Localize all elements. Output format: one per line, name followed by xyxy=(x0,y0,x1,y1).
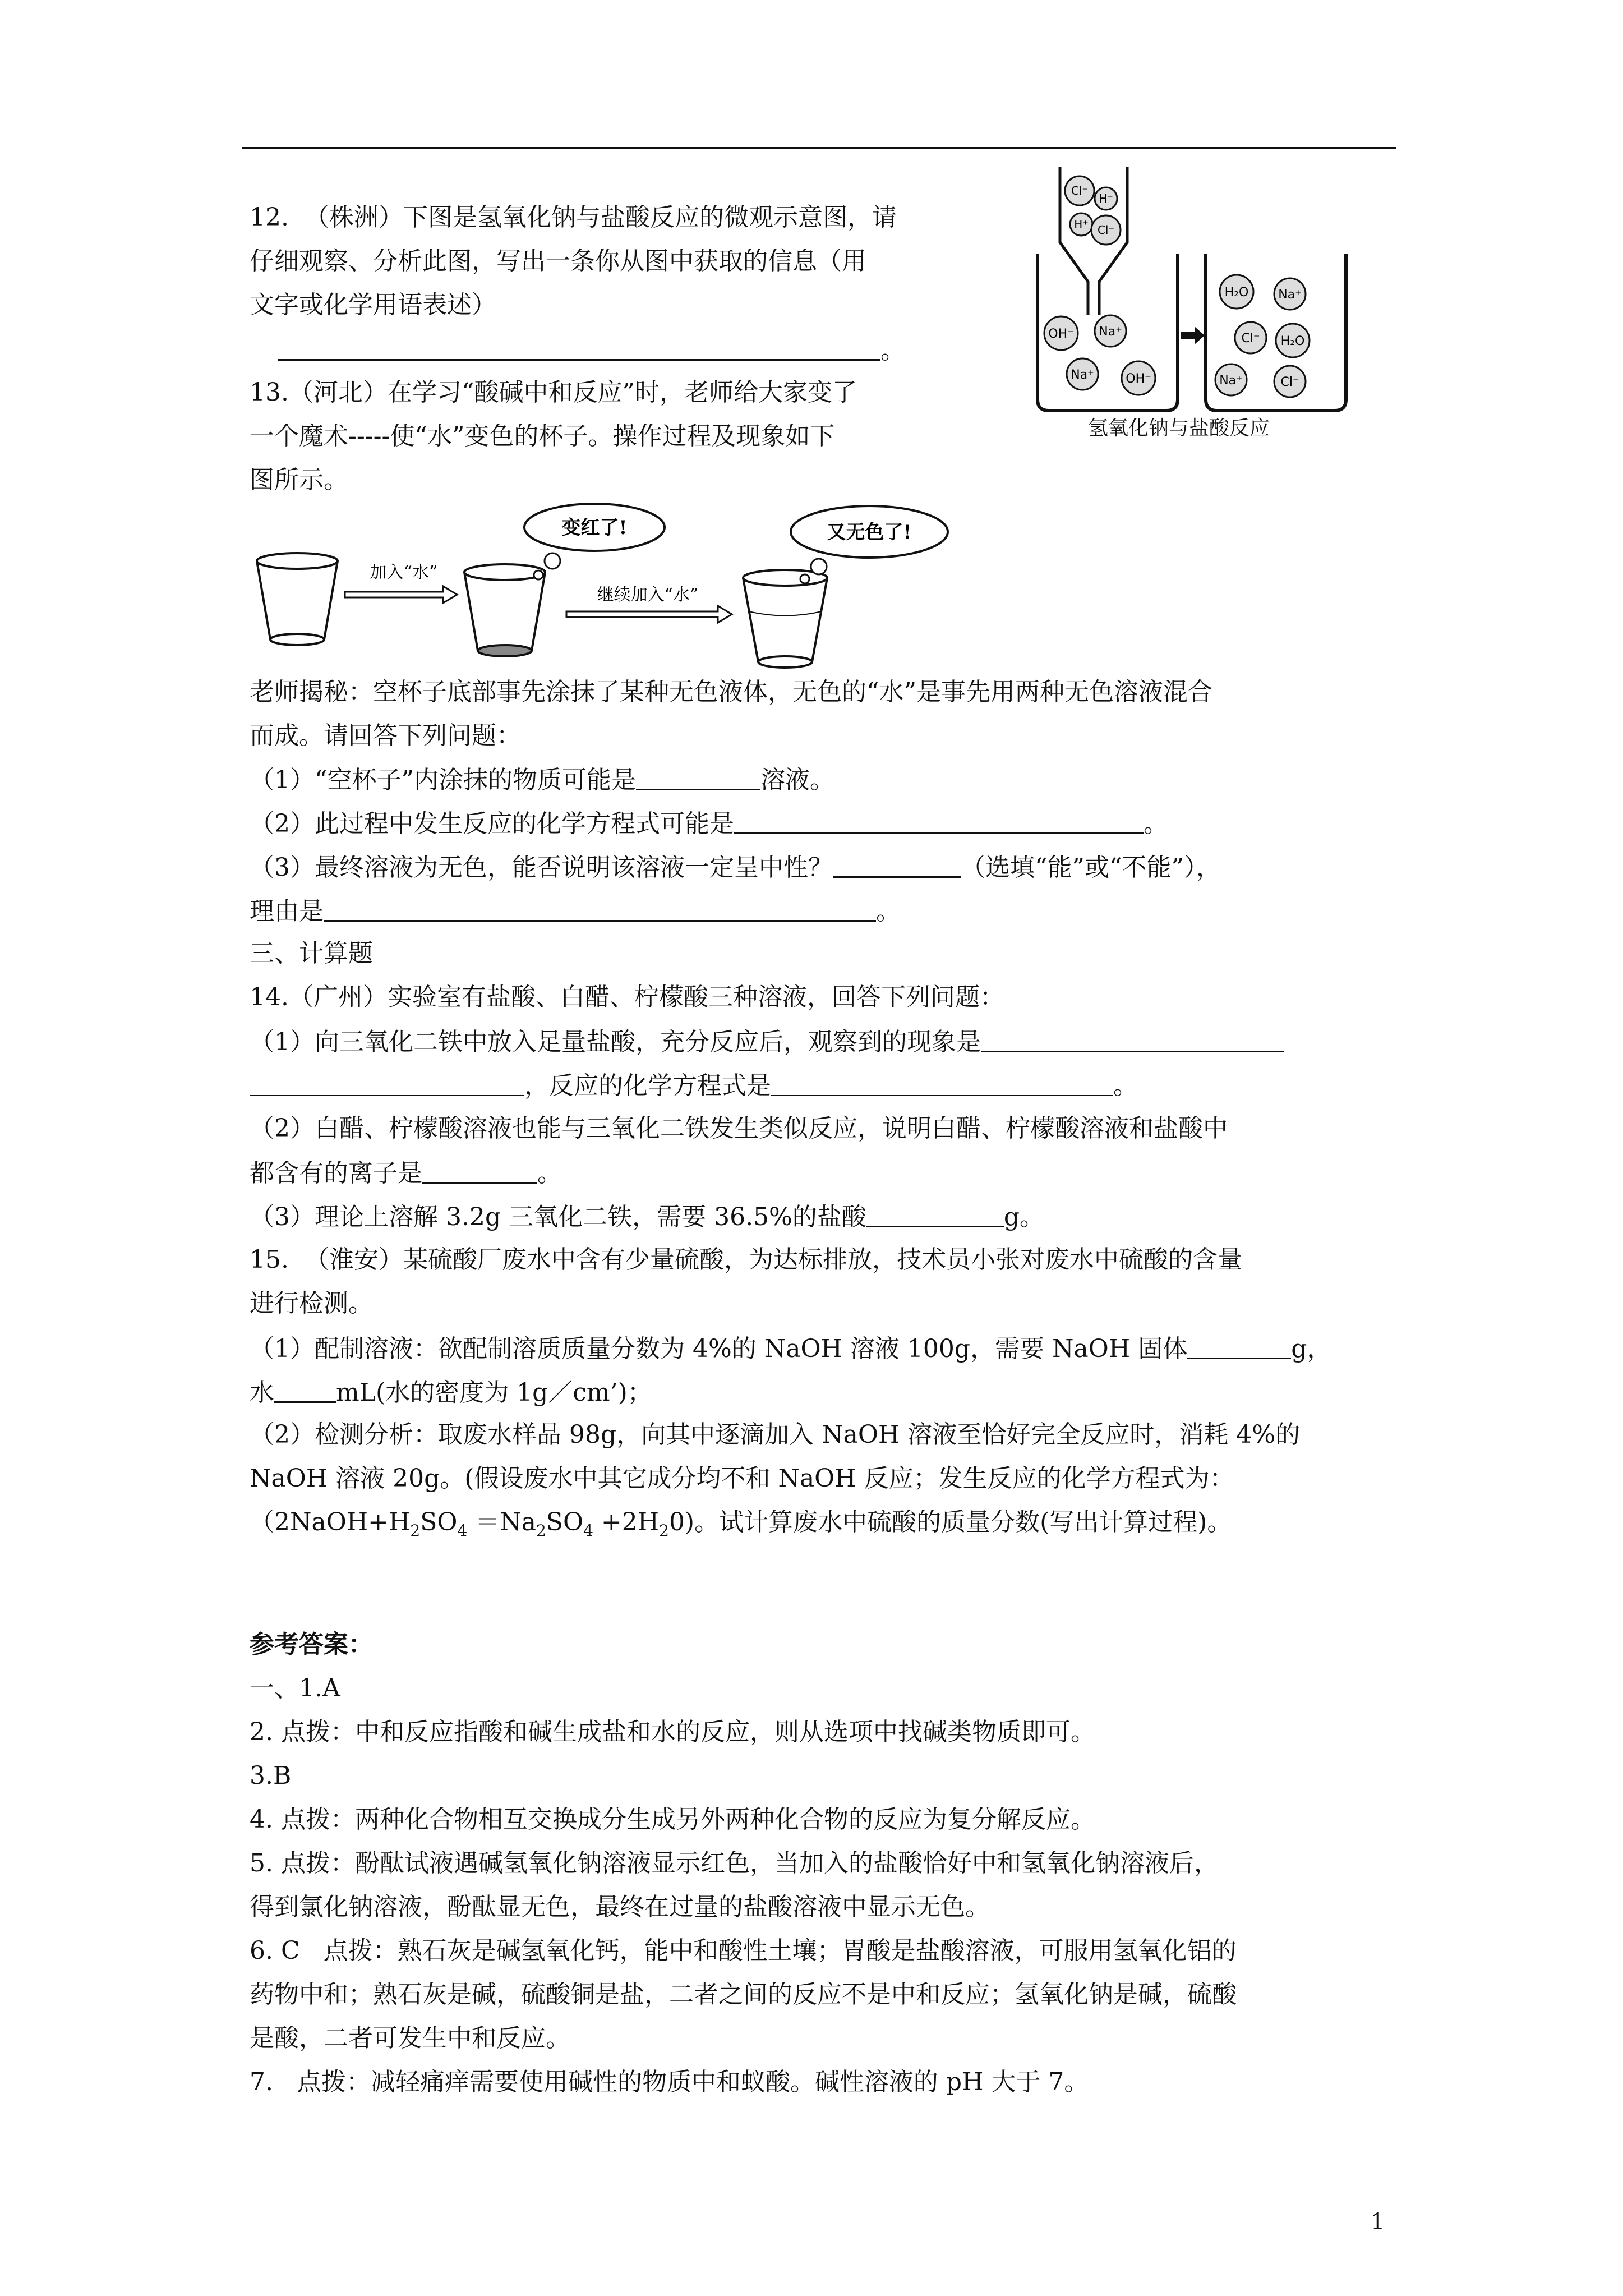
right-ion-2: Na⁺ xyxy=(1278,288,1302,302)
funnel-ion-1: Cl⁻ xyxy=(1071,184,1089,197)
answer-5-line-2: 得到氯化钠溶液，酚酞显无色，最终在过量的盐酸溶液中显示无色。 xyxy=(250,1893,990,1921)
arrow-icon xyxy=(566,606,732,623)
q13-line-4: 老师揭秘：空杯子底部事先涂抹了某种无色液体，无色的“水”是事先用两种无色溶液混合 xyxy=(250,678,1212,706)
header-rule xyxy=(242,147,1396,149)
magic-cup-diagram xyxy=(247,499,965,673)
q14-blank-4[interactable] xyxy=(422,1157,537,1184)
left-ion-3: Na⁺ xyxy=(1071,368,1094,382)
right-ion-4: H₂O xyxy=(1280,334,1305,348)
q12-line-2: 仔细观察、分析此图，写出一条你从图中获取的信息（用 xyxy=(250,247,866,275)
q13-blank-3[interactable] xyxy=(833,850,961,878)
q14-line-1: 14.（广州）实验室有盐酸、白醋、柠檬酸三种溶液，回答下列问题： xyxy=(250,983,1004,1011)
q15-part-1: （1）配制溶液：欲配制溶质质量分数为 4%的 NaOH 溶液 100g，需要 NaOH 固体 g， xyxy=(250,1332,1331,1365)
page-number: 1 xyxy=(1371,2209,1385,2235)
right-ion-6: Cl⁻ xyxy=(1280,375,1299,389)
q15-part-1-cont: 水 mL(水的密度为 1g／cm’)； xyxy=(250,1375,652,1409)
q15-equation-line: $(2NaOH+H_2SO_4 =Na_2SO_4 +2H_20)$。试计算废水中硫酸的质量分数(写出计算过程)。 xyxy=(250,1508,1232,1540)
q12-answer-blank[interactable] xyxy=(278,333,880,361)
q12-line-1: 12. （株洲）下图是氢氧化钠与盐酸反应的微观示意图，请 xyxy=(250,203,897,232)
bubble1-text: 变红了! xyxy=(561,517,628,539)
naoh-hcl-micro-diagram xyxy=(1026,164,1357,444)
q14-part-2: （2）白醋、柠檬酸溶液也能与三氧化二铁发生类似反应，说明白醋、柠檬酸溶液和盐酸中 xyxy=(250,1114,1228,1143)
q13-blank-4[interactable] xyxy=(324,894,876,922)
bubble2-text: 又无色了! xyxy=(827,521,912,544)
answer-2: 2. 点拨：中和反应指酸和碱生成盐和水的反应，则从选项中找碱类物质即可。 xyxy=(250,1718,1095,1746)
q13-line-3: 图所示。 xyxy=(250,466,348,494)
funnel-ion-3: H⁺ xyxy=(1074,218,1089,231)
arrow-icon xyxy=(1181,326,1205,344)
answer-7: 7. 点拨：减轻痛痒需要使用碱性的物质中和蚁酸。碱性溶液的 pH 大于 7。 xyxy=(250,2068,1089,2096)
q14-blank-3[interactable] xyxy=(771,1069,1113,1096)
answer-5-line-1: 5. 点拨：酚酞试液遇碱氢氧化钠溶液显示红色，当加入的盐酸恰好中和氢氧化钠溶液后， xyxy=(250,1849,1219,1878)
section-3-title: 三、计算题 xyxy=(250,939,373,968)
q13-line-1: 13.（河北）在学习“酸碱中和反应”时，老师给大家变了 xyxy=(250,378,857,407)
q15-blank-1[interactable] xyxy=(1187,1332,1291,1359)
q15-line-2: 进行检测。 xyxy=(250,1289,373,1318)
q13-line-5: 而成。请回答下列问题： xyxy=(250,721,521,750)
answer-6-line-3: 是酸，二者可发生中和反应。 xyxy=(250,2024,570,2053)
q12-line-4 xyxy=(250,333,905,366)
funnel-ion-2: H⁺ xyxy=(1099,192,1113,205)
arrow2-label: 继续加入“水” xyxy=(597,585,699,605)
diagram-caption: 氢氧化钠与盐酸反应 xyxy=(1088,417,1270,440)
q15-blank-2[interactable] xyxy=(274,1375,336,1403)
answers-title: 参考答案： xyxy=(250,1630,373,1659)
right-ion-3: Cl⁻ xyxy=(1241,332,1260,346)
q14-blank-2[interactable] xyxy=(250,1069,524,1096)
funnel-ion-4: Cl⁻ xyxy=(1097,223,1115,237)
q14-blank-1[interactable] xyxy=(981,1025,1284,1052)
q15-part-2: （2）检测分析：取废水样品 98g，向其中逐滴加入 NaOH 溶液至恰好完全反应时，消耗 4%的 xyxy=(250,1420,1301,1449)
q14-part-1-cont: ，反应的化学方程式是 。 xyxy=(250,1069,1138,1102)
q12-line-3: 文字或化学用语表述） xyxy=(250,291,496,319)
q14-part-3: （3）理论上溶解 3.2g 三氧化二铁，需要 36.5%的盐酸 g。 xyxy=(250,1200,1044,1233)
q14-part-2-cont: 都含有的离子是 。 xyxy=(250,1157,562,1189)
answer-4: 4. 点拨：两种化合物相互交换成分生成另外两种化合物的反应为复分解反应。 xyxy=(250,1805,1095,1834)
arrow-icon xyxy=(345,586,457,603)
answer-1: 一、1.A xyxy=(250,1674,340,1703)
left-ion-1: OH⁻ xyxy=(1048,327,1074,341)
q12-period: 。 xyxy=(880,336,905,365)
left-ion-2: Na⁺ xyxy=(1099,325,1122,339)
answer-3: 3.B xyxy=(250,1761,292,1790)
q15-part-2-cont: NaOH 溶液 20g。(假设废水中其它成分均不和 NaOH 反应；发生反应的化学方程式为： xyxy=(250,1464,1234,1493)
q13-part-3: （3）最终溶液为无色，能否说明该溶液一定呈中性？ （选填“能”或“不能”）， xyxy=(250,850,1221,884)
q13-part-2: （2）此过程中发生反应的化学方程式可能是 。 xyxy=(250,807,1168,840)
q15-line-1: 15. （淮安）某硫酸厂废水中含有少量硫酸，为达标排放，技术员小张对废水中硫酸的含量 xyxy=(250,1245,1242,1274)
q13-blank-2[interactable] xyxy=(734,807,1144,834)
q13-part-1: （1）“空杯子”内涂抹的物质可能是 溶液。 xyxy=(250,763,834,796)
q13-line-2: 一个魔术-----使“水”变色的杯子。操作过程及现象如下 xyxy=(250,422,835,450)
q14-part-1: （1）向三氧化二铁中放入足量盐酸，充分反应后，观察到的现象是 xyxy=(250,1025,1284,1058)
answer-6-line-1: 6. C 点拨：熟石灰是碱氢氧化钙，能中和酸性土壤；胃酸是盐酸溶液，可服用氢氧化铝的 xyxy=(250,1936,1237,1965)
right-ion-1: H₂O xyxy=(1224,286,1249,300)
q13-blank-1[interactable] xyxy=(636,763,760,790)
arrow1-label: 加入“水” xyxy=(370,563,438,582)
left-ion-4: OH⁻ xyxy=(1126,372,1151,386)
answer-6-line-2: 药物中和；熟石灰是碱，硫酸铜是盐，二者之间的反应不是中和反应；氢氧化钠是碱，硫酸 xyxy=(250,1980,1237,2009)
q13-part-3-reason: 理由是 。 xyxy=(250,894,901,927)
q14-blank-5[interactable] xyxy=(866,1200,1004,1227)
right-ion-5: Na⁺ xyxy=(1219,374,1243,388)
